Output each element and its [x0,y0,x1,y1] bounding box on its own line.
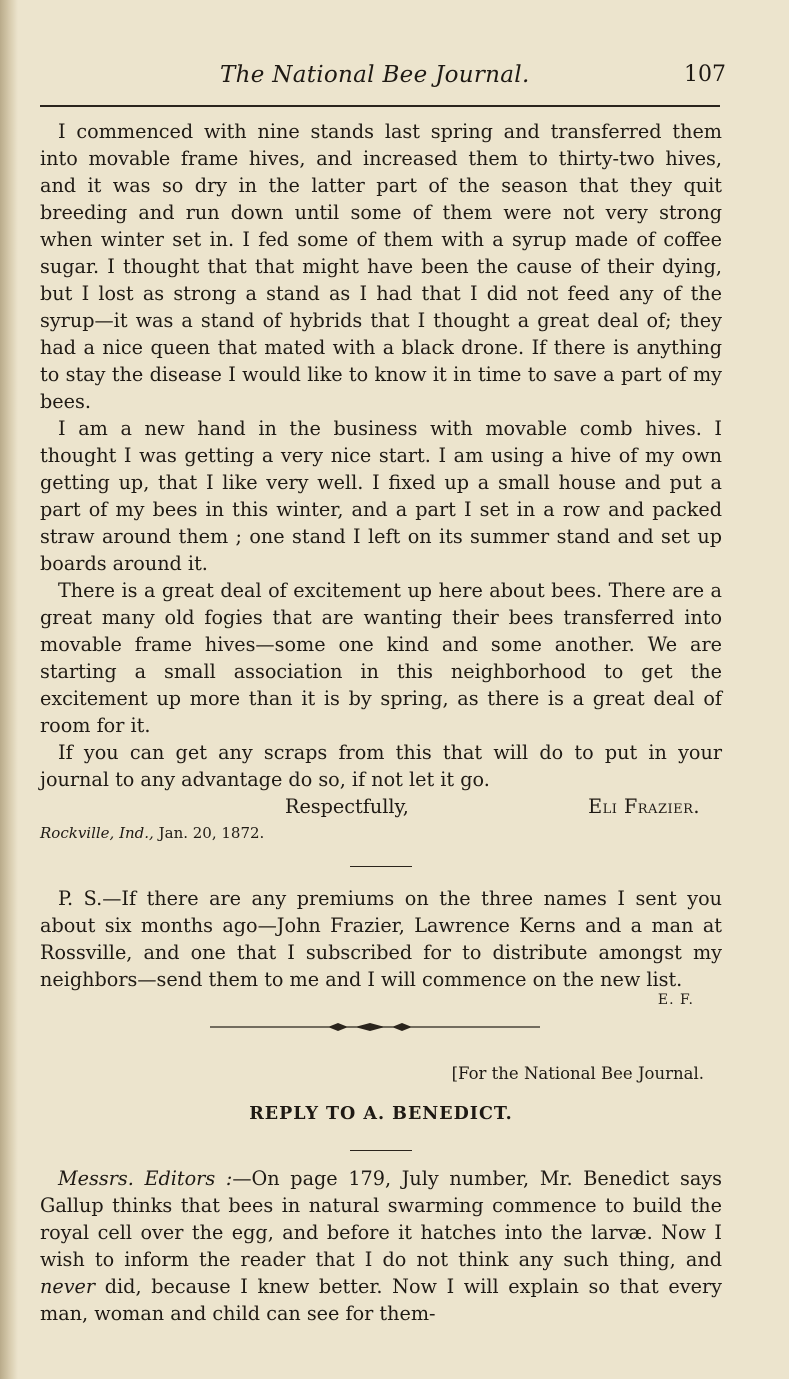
journal-title: The National Bee Journal. [220,62,530,88]
section-divider [350,866,412,867]
letter-author: Eli Frazier. [588,795,700,818]
book-spine-shadow [0,0,18,1379]
ornamental-rule-graphic [210,1020,540,1034]
postscript-initials: E. F. [657,992,694,1008]
reply-text-part1: —On page 179, July number, Mr. Benedict says Gallup thinks that bees in natural swarming commence to build the royal cell over the egg, and before it hatches into the larvæ. Now I wish to inform the reader that I do not think any such thing, and [40,1167,722,1271]
letter-closing: Respectfully, [285,795,409,818]
signature-line [40,793,722,820]
letter-paragraph-4: If you can get any scraps from this that will do to put in your journal to any advantage do so, if not let it go. [40,741,722,791]
attribution-note: [For the National Bee Journal. [451,1064,704,1083]
heading-divider [350,1150,412,1151]
letter-paragraph-2: I am a new hand in the business with movable comb hives. I thought I was getting a very nice start. I am using a hive of my own getting up, that I like very well. I fixed up a small house and put a part of my bees in this winter, and a part I set in a row and packed straw around them ; one stand I left on its summer stand and set up boards around it. [40,417,722,575]
postscript-paragraph: P. S.—If there are any premiums on the three names I sent you about six months ago—John Frazier, Lawrence Kerns and a man at Rossville, and one that I subscribed for to distribute amongst my neighbors—send them to me and I will commence on the new list. [40,887,722,991]
running-head [40,60,730,94]
dateline-place: Rockville, Ind., [40,824,154,842]
page-number: 107 [684,62,726,87]
reply-heading: REPLY TO A. BENEDICT. [249,1104,513,1124]
article-body [40,118,722,1327]
journal-page [40,0,730,1379]
reply-emphasis: never [40,1275,96,1298]
reply-paragraph [40,1165,722,1327]
reply-text-part2: did, because I knew better. Now I will explain so that every man, woman and child can see for them- [40,1275,722,1325]
header-rule [40,105,720,107]
letter-dateline [40,822,722,844]
letter-paragraph-3: There is a great deal of excitement up here about bees. There are a great many old fogies that are wanting their bees transferred into movable frame hives—some one kind and some another. We are starting a small association in this neighborhood to get the excitement up more than it is by spring, as there is a great deal of room for it. [40,579,722,737]
reply-salutation: Messrs. Editors : [58,1167,233,1190]
dateline-date: Jan. 20, 1872. [158,824,265,842]
letter-paragraph-1: I commenced with nine stands last spring and transferred them into movable frame hives, and increased them to thirty-two hives, and it was so dry in the latter part of the season that they quit breeding and run down until some of them were not very strong when winter set in. I fed some of them with a syrup made of coffee sugar. I thought that that might have been the cause of their dying, but I lost as strong a stand as I had that I did not feed any of the syrup—it was a stand of hybrids that I thought a great deal of; they had a nice queen that mated with a black drone. If there is anything to stay the disease I would like to know it in time to save a part of my bees. [40,120,722,413]
ornamental-rule [210,1020,540,1034]
